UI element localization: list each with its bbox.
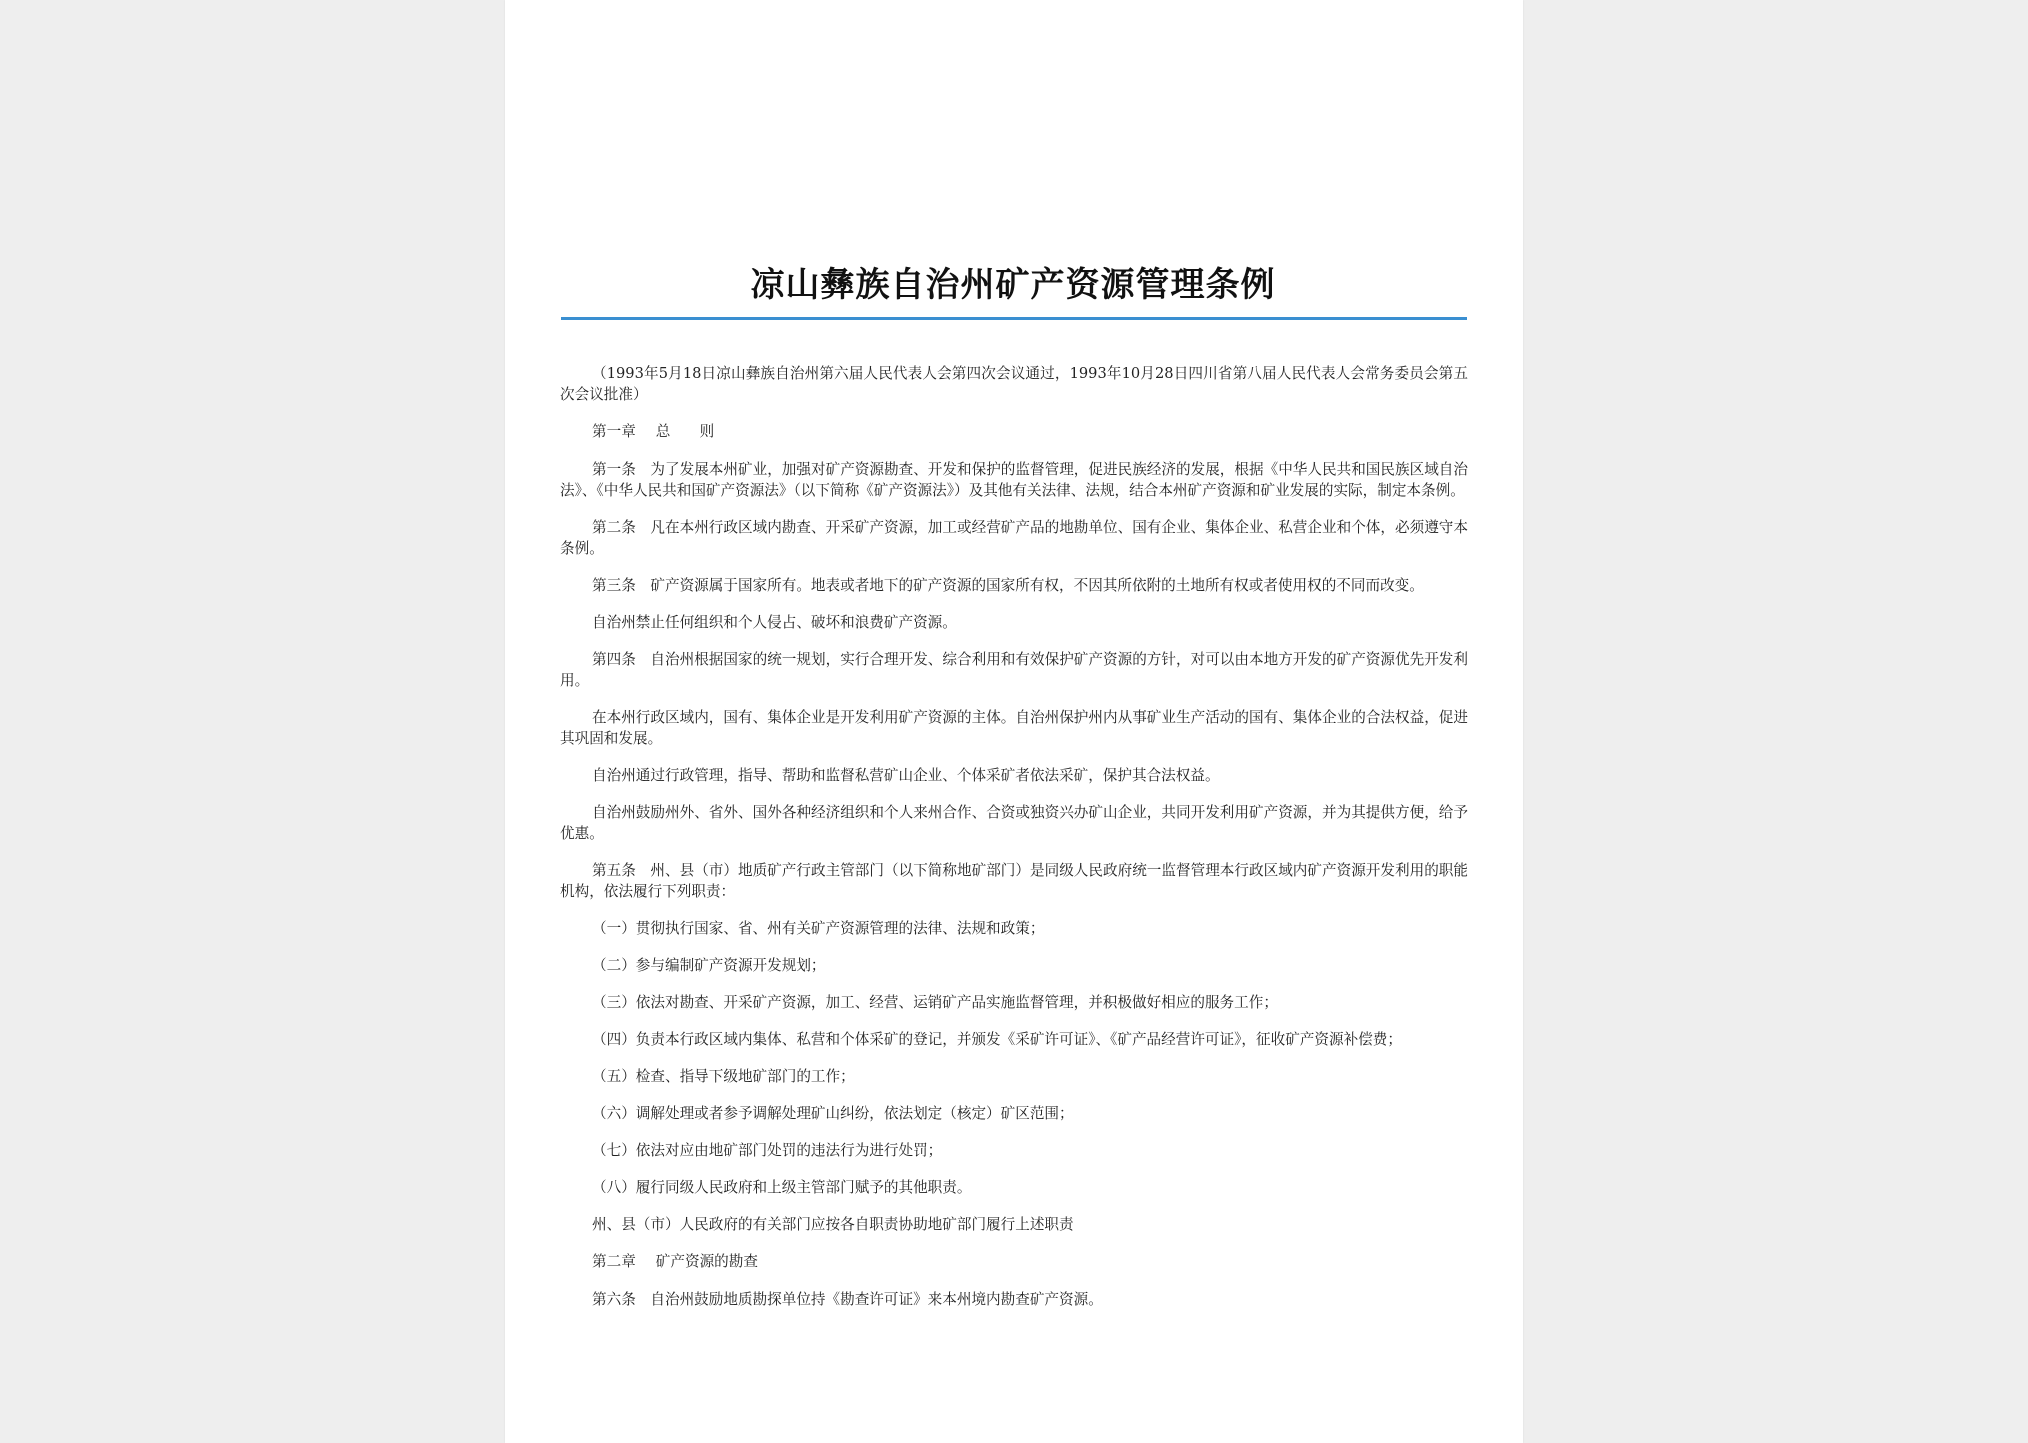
article-4: 第四条 自治州根据国家的统一规划，实行合理开发、综合利用和有效保护矿产资源的方针，对可以由本地方开发的矿产资源优先开发利用。	[560, 651, 1468, 689]
article-5-item: （三）依法对勘查、开采矿产资源，加工、经营、运销矿产品实施监督管理，并积极做好相应的服务工作；	[592, 994, 1278, 1011]
article-5-item: （一）贯彻执行国家、省、州有关矿产资源管理的法律、法规和政策；	[592, 920, 1045, 937]
chapter-heading-2	[560, 1251, 1468, 1272]
article-5-item: （四）负责本行政区域内集体、私营和个体采矿的登记，并颁发《采矿许可证》、《矿产品经营许可证》，征收矿产资源补偿费；	[592, 1031, 1402, 1048]
article-6: 第六条 自治州鼓励地质勘探单位持《勘查许可证》来本州境内勘查矿产资源。	[592, 1291, 1103, 1308]
document-page	[505, 0, 1523, 1443]
chapter-name: 矿产资源的勘查	[655, 1253, 758, 1270]
document-body	[560, 363, 1468, 1326]
article-3: 第三条 矿产资源属于国家所有。地表或者地下的矿产资源的国家所有权，不因其所依附的土地所有权或者使用权的不同而改变。	[592, 577, 1424, 594]
chapter-number: 第一章	[592, 423, 636, 440]
title-underline	[561, 317, 1467, 320]
article-5-item: （七）依法对应由地矿部门处罚的违法行为进行处罚；	[592, 1142, 943, 1159]
article-5-item: （二）参与编制矿产资源开发规划；	[592, 957, 826, 974]
article-5-tail: 州、县（市）人民政府的有关部门应按各自职责协助地矿部门履行上述职责	[592, 1216, 1074, 1233]
document-title: 凉山彝族自治州矿产资源管理条例	[750, 265, 1276, 305]
chapter-name: 总 则	[655, 423, 715, 440]
article-4-paragraph-4: 自治州鼓励州外、省外、国外各种经济组织和个人来州合作、合资或独资兴办矿山企业，共同开发利用矿产资源，并为其提供方便，给予优惠。	[560, 804, 1468, 842]
article-5-item: （五）检查、指导下级地矿部门的工作；	[592, 1068, 855, 1085]
chapter-heading-1	[560, 421, 1468, 442]
article-2: 第二条 凡在本州行政区域内勘查、开采矿产资源，加工或经营矿产品的地勘单位、国有企业、集体企业、私营企业和个体，必须遵守本条例。	[560, 519, 1468, 557]
chapter-number: 第二章	[592, 1253, 636, 1270]
preamble: （1993年5月18日凉山彝族自治州第六届人民代表人会第四次会议通过，1993年10月28日四川省第八届人民代表人会常务委员会第五次会议批准）	[560, 365, 1468, 403]
article-3-paragraph-2: 自治州禁止任何组织和个人侵占、破坏和浪费矿产资源。	[592, 614, 957, 631]
article-4-paragraph-3: 自治州通过行政管理，指导、帮助和监督私营矿山企业、个体采矿者依法采矿，保护其合法权益。	[592, 767, 1220, 784]
article-4-paragraph-2: 在本州行政区域内，国有、集体企业是开发利用矿产资源的主体。自治州保护州内从事矿业生产活动的国有、集体企业的合法权益，促进其巩固和发展。	[560, 709, 1468, 747]
article-5: 第五条 州、县（市）地质矿产行政主管部门（以下简称地矿部门）是同级人民政府统一监督管理本行政区域内矿产资源开发利用的职能机构，依法履行下列职责：	[560, 862, 1468, 900]
article-5-item: （六）调解处理或者参予调解处理矿山纠纷，依法划定（核定）矿区范围；	[592, 1105, 1074, 1122]
article-5-item: （八）履行同级人民政府和上级主管部门赋予的其他职责。	[592, 1179, 972, 1196]
article-1: 第一条 为了发展本州矿业，加强对矿产资源勘查、开发和保护的监督管理，促进民族经济的发展，根据《中华人民共和国民族区域自治法》、《中华人民共和国矿产资源法》（以下简称《矿产资源法》）及其他有关法律、法规，结合本州矿产资源和矿业发展的实际，制定本条例。	[560, 461, 1468, 499]
